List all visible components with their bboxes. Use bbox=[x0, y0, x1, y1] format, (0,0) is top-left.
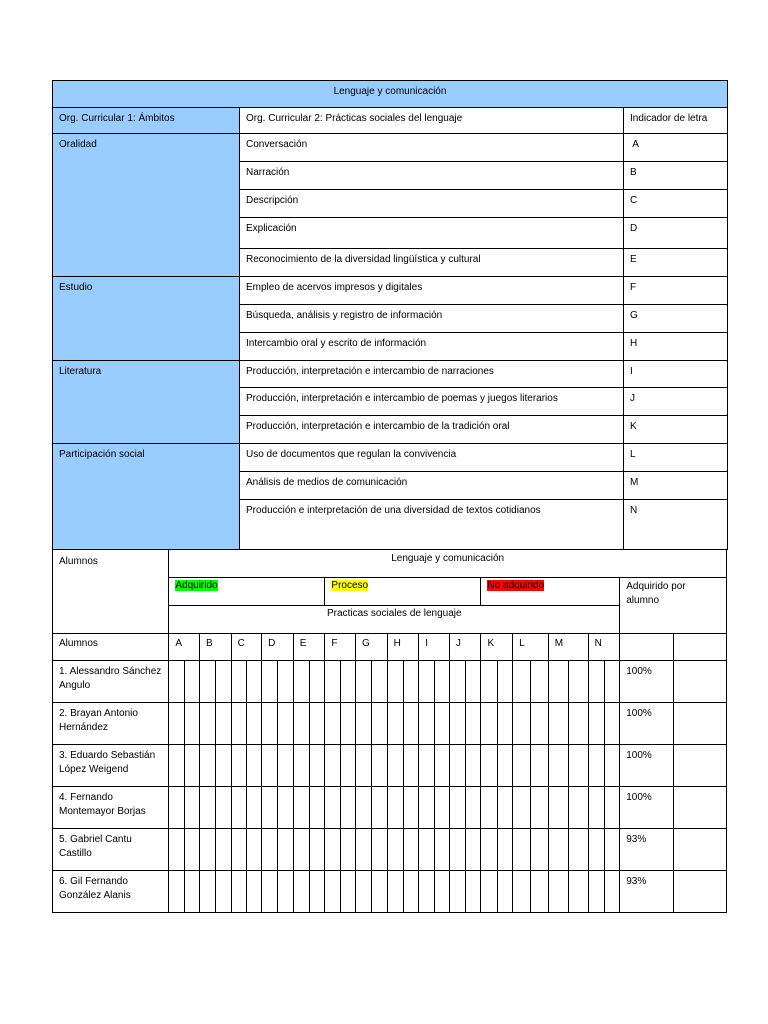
letter-header: C bbox=[231, 634, 262, 661]
assessment-cell[interactable] bbox=[231, 703, 246, 745]
assessment-cell[interactable] bbox=[497, 787, 512, 829]
assessment-cell[interactable] bbox=[531, 829, 548, 871]
assessment-cell[interactable] bbox=[246, 787, 261, 829]
extra-cell bbox=[674, 703, 727, 745]
letter-header: M bbox=[548, 634, 588, 661]
letter-header: K bbox=[481, 634, 513, 661]
assessment-cell[interactable] bbox=[548, 661, 568, 703]
assessment-cell[interactable] bbox=[184, 871, 199, 913]
table-row bbox=[53, 829, 727, 871]
assessment-cell[interactable] bbox=[497, 703, 512, 745]
assessment-cell[interactable] bbox=[262, 787, 278, 829]
assessment-cell[interactable] bbox=[262, 829, 278, 871]
assessment-cell[interactable] bbox=[569, 829, 588, 871]
assessment-cell[interactable] bbox=[246, 829, 261, 871]
assessment-cell[interactable] bbox=[356, 871, 372, 913]
practica-cell: Uso de documentos que regulan la convivencia bbox=[240, 444, 624, 472]
assessment-cell[interactable] bbox=[169, 745, 184, 787]
assessment-cell[interactable] bbox=[449, 661, 465, 703]
assessment-cell[interactable] bbox=[356, 703, 372, 745]
assessment-cell[interactable] bbox=[588, 661, 604, 703]
assessment-cell[interactable] bbox=[513, 787, 531, 829]
assessment-cell[interactable] bbox=[497, 745, 512, 787]
assessment-cell[interactable] bbox=[216, 661, 231, 703]
assessment-cell[interactable] bbox=[216, 787, 231, 829]
assessment-cell[interactable] bbox=[419, 829, 434, 871]
assessment-cell[interactable] bbox=[356, 787, 372, 829]
assessment-cell[interactable] bbox=[278, 745, 293, 787]
header-ambitos: Org. Curricular 1: Ámbitos bbox=[53, 108, 240, 134]
assessment-cell[interactable] bbox=[325, 661, 340, 703]
legend-no-adquirido: No adquirido bbox=[487, 580, 545, 591]
assessment-cell[interactable] bbox=[588, 745, 604, 787]
letra-cell: N bbox=[624, 500, 728, 550]
practica-cell: Reconocimiento de la diversidad lingüística y cultural bbox=[240, 249, 624, 277]
letter-header: G bbox=[356, 634, 388, 661]
assessment-cell[interactable] bbox=[325, 871, 340, 913]
assessment-cell[interactable] bbox=[403, 703, 418, 745]
student-name: 2. Brayan Antonio Hernández bbox=[53, 703, 169, 745]
assessment-cell[interactable] bbox=[310, 661, 325, 703]
assessment-cell[interactable] bbox=[246, 661, 261, 703]
student-percentage: 93% bbox=[620, 829, 674, 871]
assessment-cell[interactable] bbox=[419, 703, 434, 745]
assessment-cell[interactable] bbox=[588, 787, 604, 829]
ambito-cell: Literatura bbox=[53, 361, 240, 444]
practica-cell: Narración bbox=[240, 162, 624, 190]
assessment-cell[interactable] bbox=[216, 703, 231, 745]
letter-header: L bbox=[513, 634, 549, 661]
table2-title: Lenguaje y comunicación bbox=[169, 550, 727, 578]
assessment-cell[interactable] bbox=[604, 661, 619, 703]
assessment-cell[interactable] bbox=[199, 787, 215, 829]
assessment-cell[interactable] bbox=[419, 787, 434, 829]
assessment-cell[interactable] bbox=[325, 787, 340, 829]
assessment-cell[interactable] bbox=[293, 745, 309, 787]
assessment-cell[interactable] bbox=[293, 661, 309, 703]
assessment-cell[interactable] bbox=[497, 871, 512, 913]
assessment-cell[interactable] bbox=[199, 703, 215, 745]
assessment-cell[interactable] bbox=[569, 745, 588, 787]
assessment-cell[interactable] bbox=[310, 745, 325, 787]
table-title: Lenguaje y comunicación bbox=[53, 81, 728, 108]
extra-cell bbox=[674, 871, 727, 913]
assessment-cell[interactable] bbox=[184, 745, 199, 787]
assessment-cell[interactable] bbox=[481, 703, 497, 745]
letter-header: B bbox=[199, 634, 231, 661]
practica-cell: Descripción bbox=[240, 190, 624, 218]
letra-cell: K bbox=[624, 416, 728, 444]
assessment-cell[interactable] bbox=[466, 703, 481, 745]
assessment-cell[interactable] bbox=[372, 661, 387, 703]
assessment-cell[interactable] bbox=[262, 661, 278, 703]
evaluation-table bbox=[52, 549, 727, 913]
assessment-cell[interactable] bbox=[604, 745, 619, 787]
letter-header: H bbox=[387, 634, 419, 661]
ambito-cell: Oralidad bbox=[53, 134, 240, 277]
assessment-cell[interactable] bbox=[293, 787, 309, 829]
assessment-cell[interactable] bbox=[403, 745, 418, 787]
assessment-cell[interactable] bbox=[481, 745, 497, 787]
assessment-cell[interactable] bbox=[403, 829, 418, 871]
table-row bbox=[53, 871, 727, 913]
assessment-cell[interactable] bbox=[169, 871, 184, 913]
assessment-cell[interactable] bbox=[387, 661, 403, 703]
assessment-cell[interactable] bbox=[216, 871, 231, 913]
assessment-cell[interactable] bbox=[199, 829, 215, 871]
assessment-cell[interactable] bbox=[548, 787, 568, 829]
letra-cell: L bbox=[624, 444, 728, 472]
assessment-cell[interactable] bbox=[497, 661, 512, 703]
ambito-cell: Estudio bbox=[53, 277, 240, 361]
letter-header: I bbox=[419, 634, 450, 661]
assessment-cell[interactable] bbox=[466, 787, 481, 829]
assessment-cell[interactable] bbox=[325, 703, 340, 745]
assessment-cell[interactable] bbox=[531, 703, 548, 745]
assessment-cell[interactable] bbox=[340, 871, 355, 913]
letra-cell: H bbox=[624, 333, 728, 361]
assessment-cell[interactable] bbox=[449, 829, 465, 871]
practica-cell: Análisis de medios de comunicación bbox=[240, 472, 624, 500]
assessment-cell[interactable] bbox=[497, 829, 512, 871]
extra-cell bbox=[674, 745, 727, 787]
letter-header: A bbox=[169, 634, 200, 661]
assessment-cell[interactable] bbox=[604, 871, 619, 913]
assessment-cell[interactable] bbox=[434, 703, 449, 745]
letra-cell: D bbox=[624, 218, 728, 249]
assessment-cell[interactable] bbox=[387, 703, 403, 745]
assessment-cell[interactable] bbox=[340, 703, 355, 745]
assessment-cell[interactable] bbox=[340, 829, 355, 871]
assessment-cell[interactable] bbox=[531, 787, 548, 829]
assessment-cell[interactable] bbox=[184, 787, 199, 829]
assessment-cell[interactable] bbox=[419, 661, 434, 703]
assessment-cell[interactable] bbox=[434, 787, 449, 829]
assessment-cell[interactable] bbox=[184, 703, 199, 745]
assessment-cell[interactable] bbox=[184, 829, 199, 871]
assessment-cell[interactable] bbox=[569, 787, 588, 829]
assessment-cell[interactable] bbox=[569, 703, 588, 745]
table-row bbox=[53, 703, 727, 745]
assessment-cell[interactable] bbox=[262, 745, 278, 787]
assessment-cell[interactable] bbox=[169, 661, 184, 703]
assessment-cell[interactable] bbox=[246, 871, 261, 913]
header-indicador: Indicador de letra bbox=[624, 108, 728, 134]
assessment-cell[interactable] bbox=[216, 829, 231, 871]
assessment-cell[interactable] bbox=[604, 703, 619, 745]
assessment-cell[interactable] bbox=[169, 829, 184, 871]
assessment-cell[interactable] bbox=[199, 661, 215, 703]
assessment-cell[interactable] bbox=[481, 871, 497, 913]
assessment-cell[interactable] bbox=[481, 661, 497, 703]
assessment-cell[interactable] bbox=[372, 871, 387, 913]
student-name: 6. Gil Fernando González Alanis bbox=[53, 871, 169, 913]
assessment-cell[interactable] bbox=[310, 703, 325, 745]
alumnos-header: Alumnos bbox=[53, 634, 169, 661]
letter-header: F bbox=[325, 634, 356, 661]
assessment-cell[interactable] bbox=[513, 661, 531, 703]
practicas-table bbox=[52, 80, 728, 550]
assessment-cell[interactable] bbox=[449, 703, 465, 745]
assessment-cell[interactable] bbox=[372, 745, 387, 787]
assessment-cell[interactable] bbox=[588, 829, 604, 871]
assessment-cell[interactable] bbox=[293, 829, 309, 871]
assessment-cell[interactable] bbox=[403, 871, 418, 913]
assessment-cell[interactable] bbox=[293, 703, 309, 745]
assessment-cell[interactable] bbox=[278, 787, 293, 829]
practica-cell: Intercambio oral y escrito de información bbox=[240, 333, 624, 361]
extra-cell bbox=[674, 661, 727, 703]
letra-cell: A bbox=[624, 134, 728, 162]
assessment-cell[interactable] bbox=[246, 745, 261, 787]
assessment-cell[interactable] bbox=[340, 661, 355, 703]
assessment-cell[interactable] bbox=[372, 703, 387, 745]
assessment-cell[interactable] bbox=[513, 829, 531, 871]
assessment-cell[interactable] bbox=[199, 871, 215, 913]
assessment-cell[interactable] bbox=[293, 871, 309, 913]
legend-proceso: Proceso bbox=[331, 580, 369, 591]
assessment-cell[interactable] bbox=[466, 745, 481, 787]
assessment-cell[interactable] bbox=[340, 787, 355, 829]
student-percentage: 100% bbox=[620, 787, 674, 829]
assessment-cell[interactable] bbox=[403, 787, 418, 829]
assessment-cell[interactable] bbox=[231, 829, 246, 871]
assessment-cell[interactable] bbox=[531, 871, 548, 913]
assessment-cell[interactable] bbox=[356, 661, 372, 703]
assessment-cell[interactable] bbox=[419, 871, 434, 913]
assessment-cell[interactable] bbox=[356, 829, 372, 871]
assessment-cell[interactable] bbox=[262, 871, 278, 913]
assessment-cell[interactable] bbox=[466, 661, 481, 703]
student-name: 1. Alessandro Sánchez Angulo bbox=[53, 661, 169, 703]
assessment-cell[interactable] bbox=[231, 871, 246, 913]
student-percentage: 100% bbox=[620, 745, 674, 787]
practica-cell: Explicación bbox=[240, 218, 624, 249]
assessment-cell[interactable] bbox=[216, 745, 231, 787]
assessment-cell[interactable] bbox=[434, 661, 449, 703]
letra-cell: E bbox=[624, 249, 728, 277]
assessment-cell[interactable] bbox=[531, 661, 548, 703]
assessment-cell[interactable] bbox=[403, 661, 418, 703]
assessment-cell[interactable] bbox=[419, 745, 434, 787]
practica-cell: Empleo de acervos impresos y digitales bbox=[240, 277, 624, 305]
practicas-label: Practicas sociales de lenguaje bbox=[169, 606, 620, 634]
letra-cell: B bbox=[624, 162, 728, 190]
assessment-cell[interactable] bbox=[604, 787, 619, 829]
assessment-cell[interactable] bbox=[325, 829, 340, 871]
letter-header: E bbox=[293, 634, 325, 661]
assessment-cell[interactable] bbox=[434, 829, 449, 871]
letra-cell: G bbox=[624, 305, 728, 333]
assessment-cell[interactable] bbox=[466, 829, 481, 871]
letra-cell: I bbox=[624, 361, 728, 388]
adquirido-por-alumno-label: Adquirido por alumno bbox=[620, 578, 727, 634]
assessment-cell[interactable] bbox=[513, 745, 531, 787]
assessment-cell[interactable] bbox=[169, 703, 184, 745]
student-percentage: 100% bbox=[620, 661, 674, 703]
assessment-cell[interactable] bbox=[356, 745, 372, 787]
assessment-cell[interactable] bbox=[588, 703, 604, 745]
assessment-cell[interactable] bbox=[310, 871, 325, 913]
practica-cell: Producción e interpretación de una diversidad de textos cotidianos bbox=[240, 500, 624, 550]
assessment-cell[interactable] bbox=[278, 829, 293, 871]
assessment-cell[interactable] bbox=[184, 661, 199, 703]
assessment-cell[interactable] bbox=[513, 703, 531, 745]
assessment-cell[interactable] bbox=[513, 871, 531, 913]
practica-cell: Conversación bbox=[240, 134, 624, 162]
assessment-cell[interactable] bbox=[604, 829, 619, 871]
assessment-cell[interactable] bbox=[481, 787, 497, 829]
assessment-cell[interactable] bbox=[325, 745, 340, 787]
assessment-cell[interactable] bbox=[387, 787, 403, 829]
letter-header: J bbox=[449, 634, 481, 661]
assessment-cell[interactable] bbox=[372, 829, 387, 871]
assessment-cell[interactable] bbox=[169, 787, 184, 829]
assessment-cell[interactable] bbox=[278, 871, 293, 913]
student-percentage: 100% bbox=[620, 703, 674, 745]
practica-cell: Búsqueda, análisis y registro de información bbox=[240, 305, 624, 333]
assessment-cell[interactable] bbox=[481, 829, 497, 871]
student-name: 5. Gabriel Cantu Castillo bbox=[53, 829, 169, 871]
table-row bbox=[53, 661, 727, 703]
assessment-cell[interactable] bbox=[262, 703, 278, 745]
student-percentage: 93% bbox=[620, 871, 674, 913]
assessment-cell[interactable] bbox=[246, 703, 261, 745]
practica-cell: Producción, interpretación e intercambio de poemas y juegos literarios bbox=[240, 388, 624, 416]
assessment-cell[interactable] bbox=[548, 745, 568, 787]
assessment-cell[interactable] bbox=[434, 871, 449, 913]
letra-cell: C bbox=[624, 190, 728, 218]
assessment-cell[interactable] bbox=[449, 787, 465, 829]
assessment-cell[interactable] bbox=[548, 871, 568, 913]
assessment-cell[interactable] bbox=[387, 829, 403, 871]
table-row bbox=[53, 745, 727, 787]
practica-cell: Producción, interpretación e intercambio de la tradición oral bbox=[240, 416, 624, 444]
assessment-cell[interactable] bbox=[548, 703, 568, 745]
extra-cell bbox=[674, 787, 727, 829]
assessment-cell[interactable] bbox=[372, 787, 387, 829]
letter-header: D bbox=[262, 634, 294, 661]
assessment-cell[interactable] bbox=[340, 745, 355, 787]
assessment-cell[interactable] bbox=[310, 787, 325, 829]
assessment-cell[interactable] bbox=[231, 661, 246, 703]
assessment-cell[interactable] bbox=[387, 871, 403, 913]
letra-cell: J bbox=[624, 388, 728, 416]
assessment-cell[interactable] bbox=[548, 829, 568, 871]
assessment-cell[interactable] bbox=[588, 871, 604, 913]
letra-cell: M bbox=[624, 472, 728, 500]
assessment-cell[interactable] bbox=[449, 745, 465, 787]
assessment-cell[interactable] bbox=[231, 745, 246, 787]
ambito-cell: Participación social bbox=[53, 444, 240, 550]
letter-header: N bbox=[588, 634, 620, 661]
assessment-cell[interactable] bbox=[199, 745, 215, 787]
assessment-cell[interactable] bbox=[434, 745, 449, 787]
assessment-cell[interactable] bbox=[278, 661, 293, 703]
legend-adquirido: Adquirido bbox=[175, 580, 218, 591]
assessment-cell[interactable] bbox=[569, 871, 588, 913]
assessment-cell[interactable] bbox=[231, 787, 246, 829]
header-practicas: Org. Curricular 2: Prácticas sociales del lenguaje bbox=[240, 108, 624, 134]
assessment-cell[interactable] bbox=[310, 829, 325, 871]
table-row bbox=[53, 787, 727, 829]
letra-cell: F bbox=[624, 277, 728, 305]
alumnos-label: Alumnos bbox=[53, 550, 169, 634]
student-name: 4. Fernando Montemayor Borjas bbox=[53, 787, 169, 829]
extra-cell bbox=[674, 829, 727, 871]
assessment-cell[interactable] bbox=[387, 745, 403, 787]
assessment-cell[interactable] bbox=[278, 703, 293, 745]
assessment-cell[interactable] bbox=[466, 871, 481, 913]
student-name: 3. Eduardo Sebastián López Weigend bbox=[53, 745, 169, 787]
assessment-cell[interactable] bbox=[531, 745, 548, 787]
assessment-cell[interactable] bbox=[449, 871, 465, 913]
practica-cell: Producción, interpretación e intercambio de narraciones bbox=[240, 361, 624, 388]
assessment-cell[interactable] bbox=[569, 661, 588, 703]
